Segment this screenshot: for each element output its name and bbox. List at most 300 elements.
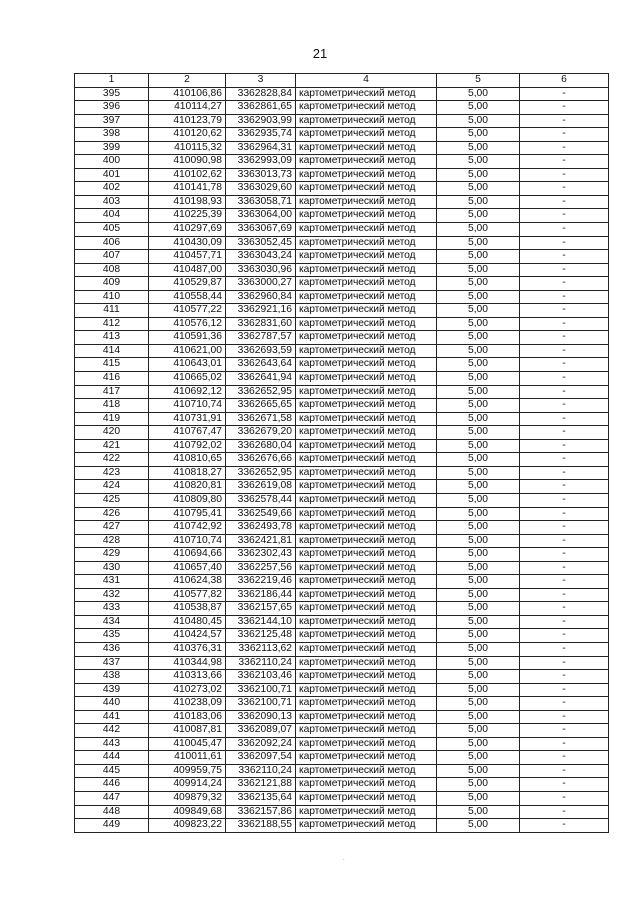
y-coordinate-cell: 3362157,86 [226, 805, 296, 819]
method-cell: картометрический метод [296, 493, 437, 507]
description-cell: - [520, 751, 609, 765]
x-coordinate-cell: 410591,36 [149, 331, 226, 345]
y-coordinate-cell: 3363030,96 [226, 263, 296, 277]
x-coordinate-cell: 410430,09 [149, 236, 226, 250]
point-number-cell: 407 [75, 250, 149, 264]
y-coordinate-cell: 3362113,62 [226, 642, 296, 656]
table-row [75, 615, 609, 629]
x-coordinate-cell: 410273,02 [149, 683, 226, 697]
point-number-cell: 423 [75, 466, 149, 480]
table-row [75, 710, 609, 724]
description-cell: - [520, 805, 609, 819]
x-coordinate-cell: 410087,81 [149, 724, 226, 738]
table-row [75, 155, 609, 169]
point-number-cell: 439 [75, 683, 149, 697]
table-row [75, 602, 609, 616]
method-cell: картометрический метод [296, 290, 437, 304]
method-cell: картометрический метод [296, 426, 437, 440]
accuracy-cell: 5,00 [437, 358, 520, 372]
x-coordinate-cell: 410621,00 [149, 344, 226, 358]
y-coordinate-cell: 3362421,81 [226, 534, 296, 548]
table-row [75, 737, 609, 751]
method-cell: картометрический метод [296, 304, 437, 318]
method-cell: картометрический метод [296, 791, 437, 805]
y-coordinate-cell: 3363000,27 [226, 277, 296, 291]
point-number-cell: 417 [75, 385, 149, 399]
table-row [75, 114, 609, 128]
accuracy-cell: 5,00 [437, 629, 520, 643]
description-cell: - [520, 724, 609, 738]
y-coordinate-cell: 3362676,66 [226, 453, 296, 467]
x-coordinate-cell: 410123,79 [149, 114, 226, 128]
x-coordinate-cell: 410577,82 [149, 588, 226, 602]
x-coordinate-cell: 410313,66 [149, 670, 226, 684]
method-cell: картометрический метод [296, 697, 437, 711]
table-row [75, 372, 609, 386]
accuracy-cell: 5,00 [437, 128, 520, 142]
accuracy-cell: 5,00 [437, 507, 520, 521]
description-cell: - [520, 561, 609, 575]
description-cell: - [520, 764, 609, 778]
point-number-cell: 408 [75, 263, 149, 277]
point-number-cell: 410 [75, 290, 149, 304]
column-header: 1 [75, 74, 149, 88]
description-cell: - [520, 128, 609, 142]
method-cell: картометрический метод [296, 195, 437, 209]
table-row [75, 507, 609, 521]
accuracy-cell: 5,00 [437, 710, 520, 724]
x-coordinate-cell: 410576,12 [149, 317, 226, 331]
point-number-cell: 415 [75, 358, 149, 372]
y-coordinate-cell: 3362097,54 [226, 751, 296, 765]
table-row [75, 575, 609, 589]
table-body [75, 74, 609, 833]
method-cell: картометрический метод [296, 182, 437, 196]
table-row [75, 480, 609, 494]
method-cell: картометрический метод [296, 439, 437, 453]
y-coordinate-cell: 3362680,04 [226, 439, 296, 453]
table-row [75, 751, 609, 765]
x-coordinate-cell: 410767,47 [149, 426, 226, 440]
accuracy-cell: 5,00 [437, 344, 520, 358]
accuracy-cell: 5,00 [437, 168, 520, 182]
method-cell: картометрический метод [296, 805, 437, 819]
table-row [75, 778, 609, 792]
accuracy-cell: 5,00 [437, 805, 520, 819]
accuracy-cell: 5,00 [437, 182, 520, 196]
accuracy-cell: 5,00 [437, 399, 520, 413]
y-coordinate-cell: 3362125,48 [226, 629, 296, 643]
accuracy-cell: 5,00 [437, 439, 520, 453]
y-coordinate-cell: 3362144,10 [226, 615, 296, 629]
method-cell: картометрический метод [296, 168, 437, 182]
x-coordinate-cell: 410114,27 [149, 101, 226, 115]
table-row [75, 101, 609, 115]
page-number: 21 [312, 46, 328, 61]
y-coordinate-cell: 3362619,08 [226, 480, 296, 494]
method-cell: картометрический метод [296, 385, 437, 399]
method-cell: картометрический метод [296, 331, 437, 345]
method-cell: картометрический метод [296, 87, 437, 101]
point-number-cell: 447 [75, 791, 149, 805]
coordinates-table [74, 73, 609, 833]
table-row [75, 805, 609, 819]
method-cell: картометрический метод [296, 683, 437, 697]
table-row [75, 344, 609, 358]
point-number-cell: 419 [75, 412, 149, 426]
x-coordinate-cell: 410045,47 [149, 737, 226, 751]
y-coordinate-cell: 3362921,16 [226, 304, 296, 318]
table-row [75, 263, 609, 277]
table-row [75, 168, 609, 182]
method-cell: картометрический метод [296, 642, 437, 656]
accuracy-cell: 5,00 [437, 751, 520, 765]
table-row [75, 697, 609, 711]
y-coordinate-cell: 3362135,64 [226, 791, 296, 805]
point-number-cell: 438 [75, 670, 149, 684]
accuracy-cell: 5,00 [437, 317, 520, 331]
description-cell: - [520, 521, 609, 535]
description-cell: - [520, 155, 609, 169]
method-cell: картометрический метод [296, 141, 437, 155]
accuracy-cell: 5,00 [437, 263, 520, 277]
method-cell: картометрический метод [296, 751, 437, 765]
page-footer-mark: . [343, 856, 345, 862]
method-cell: картометрический метод [296, 534, 437, 548]
point-number-cell: 404 [75, 209, 149, 223]
table-row [75, 236, 609, 250]
description-cell: - [520, 358, 609, 372]
description-cell: - [520, 195, 609, 209]
method-cell: картометрический метод [296, 588, 437, 602]
description-cell: - [520, 737, 609, 751]
table-row [75, 399, 609, 413]
accuracy-cell: 5,00 [437, 114, 520, 128]
x-coordinate-cell: 410183,06 [149, 710, 226, 724]
point-number-cell: 400 [75, 155, 149, 169]
table-row [75, 87, 609, 101]
x-coordinate-cell: 410011,61 [149, 751, 226, 765]
accuracy-cell: 5,00 [437, 656, 520, 670]
description-cell: - [520, 588, 609, 602]
table-row [75, 683, 609, 697]
x-coordinate-cell: 410120,62 [149, 128, 226, 142]
point-number-cell: 424 [75, 480, 149, 494]
accuracy-cell: 5,00 [437, 385, 520, 399]
y-coordinate-cell: 3362493,78 [226, 521, 296, 535]
point-number-cell: 444 [75, 751, 149, 765]
y-coordinate-cell: 3362089,07 [226, 724, 296, 738]
method-cell: картометрический метод [296, 317, 437, 331]
point-number-cell: 428 [75, 534, 149, 548]
table-row [75, 764, 609, 778]
description-cell: - [520, 385, 609, 399]
method-cell: картометрический метод [296, 358, 437, 372]
method-cell: картометрический метод [296, 263, 437, 277]
table-row [75, 412, 609, 426]
method-cell: картометрический метод [296, 656, 437, 670]
point-number-cell: 443 [75, 737, 149, 751]
description-cell: - [520, 778, 609, 792]
point-number-cell: 411 [75, 304, 149, 318]
method-cell: картометрический метод [296, 372, 437, 386]
accuracy-cell: 5,00 [437, 697, 520, 711]
point-number-cell: 441 [75, 710, 149, 724]
point-number-cell: 449 [75, 819, 149, 833]
method-cell: картометрический метод [296, 223, 437, 237]
description-cell: - [520, 317, 609, 331]
table-row [75, 385, 609, 399]
accuracy-cell: 5,00 [437, 602, 520, 616]
y-coordinate-cell: 3363052,45 [226, 236, 296, 250]
method-cell: картометрический метод [296, 764, 437, 778]
accuracy-cell: 5,00 [437, 195, 520, 209]
x-coordinate-cell: 410141,78 [149, 182, 226, 196]
x-coordinate-cell: 409823,22 [149, 819, 226, 833]
method-cell: картометрический метод [296, 412, 437, 426]
table-row [75, 195, 609, 209]
description-cell: - [520, 615, 609, 629]
accuracy-cell: 5,00 [437, 521, 520, 535]
accuracy-cell: 5,00 [437, 493, 520, 507]
point-number-cell: 399 [75, 141, 149, 155]
description-cell: - [520, 426, 609, 440]
table-row [75, 453, 609, 467]
point-number-cell: 437 [75, 656, 149, 670]
y-coordinate-cell: 3362578,44 [226, 493, 296, 507]
y-coordinate-cell: 3362828,84 [226, 87, 296, 101]
point-number-cell: 432 [75, 588, 149, 602]
y-coordinate-cell: 3362188,55 [226, 819, 296, 833]
y-coordinate-cell: 3362935,74 [226, 128, 296, 142]
table-row [75, 182, 609, 196]
point-number-cell: 440 [75, 697, 149, 711]
method-cell: картометрический метод [296, 344, 437, 358]
point-number-cell: 420 [75, 426, 149, 440]
method-cell: картометрический метод [296, 480, 437, 494]
accuracy-cell: 5,00 [437, 141, 520, 155]
accuracy-cell: 5,00 [437, 466, 520, 480]
y-coordinate-cell: 3363058,71 [226, 195, 296, 209]
accuracy-cell: 5,00 [437, 250, 520, 264]
accuracy-cell: 5,00 [437, 480, 520, 494]
table-row [75, 128, 609, 142]
x-coordinate-cell: 410297,69 [149, 223, 226, 237]
y-coordinate-cell: 3362861,65 [226, 101, 296, 115]
point-number-cell: 414 [75, 344, 149, 358]
point-number-cell: 436 [75, 642, 149, 656]
y-coordinate-cell: 3362100,71 [226, 683, 296, 697]
y-coordinate-cell: 3362993,09 [226, 155, 296, 169]
y-coordinate-cell: 3362186,44 [226, 588, 296, 602]
column-header: 2 [149, 74, 226, 88]
column-header: 5 [437, 74, 520, 88]
point-number-cell: 398 [75, 128, 149, 142]
point-number-cell: 430 [75, 561, 149, 575]
x-coordinate-cell: 410810,65 [149, 453, 226, 467]
accuracy-cell: 5,00 [437, 426, 520, 440]
x-coordinate-cell: 410665,02 [149, 372, 226, 386]
table-row [75, 819, 609, 833]
point-number-cell: 405 [75, 223, 149, 237]
x-coordinate-cell: 410115,32 [149, 141, 226, 155]
table-row [75, 277, 609, 291]
description-cell: - [520, 453, 609, 467]
description-cell: - [520, 290, 609, 304]
point-number-cell: 418 [75, 399, 149, 413]
x-coordinate-cell: 410487,00 [149, 263, 226, 277]
table-row [75, 317, 609, 331]
description-cell: - [520, 534, 609, 548]
description-cell: - [520, 642, 609, 656]
description-cell: - [520, 331, 609, 345]
y-coordinate-cell: 3362121,88 [226, 778, 296, 792]
x-coordinate-cell: 409914,24 [149, 778, 226, 792]
accuracy-cell: 5,00 [437, 372, 520, 386]
x-coordinate-cell: 410558,44 [149, 290, 226, 304]
description-cell: - [520, 304, 609, 318]
table-row [75, 466, 609, 480]
method-cell: картометрический метод [296, 548, 437, 562]
table-row [75, 439, 609, 453]
point-number-cell: 446 [75, 778, 149, 792]
point-number-cell: 431 [75, 575, 149, 589]
description-cell: - [520, 141, 609, 155]
description-cell: - [520, 412, 609, 426]
table-row [75, 223, 609, 237]
point-number-cell: 422 [75, 453, 149, 467]
description-cell: - [520, 670, 609, 684]
description-cell: - [520, 493, 609, 507]
y-coordinate-cell: 3362671,58 [226, 412, 296, 426]
point-number-cell: 403 [75, 195, 149, 209]
x-coordinate-cell: 410480,45 [149, 615, 226, 629]
y-coordinate-cell: 3362257,56 [226, 561, 296, 575]
method-cell: картометрический метод [296, 277, 437, 291]
description-cell: - [520, 168, 609, 182]
method-cell: картометрический метод [296, 710, 437, 724]
y-coordinate-cell: 3363043,24 [226, 250, 296, 264]
description-cell: - [520, 344, 609, 358]
method-cell: картометрический метод [296, 453, 437, 467]
x-coordinate-cell: 410710,74 [149, 534, 226, 548]
point-number-cell: 425 [75, 493, 149, 507]
point-number-cell: 435 [75, 629, 149, 643]
point-number-cell: 427 [75, 521, 149, 535]
y-coordinate-cell: 3362100,71 [226, 697, 296, 711]
accuracy-cell: 5,00 [437, 588, 520, 602]
y-coordinate-cell: 3363064,00 [226, 209, 296, 223]
table-row [75, 561, 609, 575]
table-row [75, 791, 609, 805]
method-cell: картометрический метод [296, 236, 437, 250]
method-cell: картометрический метод [296, 615, 437, 629]
description-cell: - [520, 548, 609, 562]
description-cell: - [520, 683, 609, 697]
description-cell: - [520, 223, 609, 237]
table-row [75, 521, 609, 535]
table-row [75, 588, 609, 602]
point-number-cell: 401 [75, 168, 149, 182]
y-coordinate-cell: 3362652,95 [226, 385, 296, 399]
point-number-cell: 434 [75, 615, 149, 629]
x-coordinate-cell: 410538,87 [149, 602, 226, 616]
accuracy-cell: 5,00 [437, 290, 520, 304]
accuracy-cell: 5,00 [437, 155, 520, 169]
y-coordinate-cell: 3362110,24 [226, 656, 296, 670]
method-cell: картометрический метод [296, 737, 437, 751]
column-header: 3 [226, 74, 296, 88]
x-coordinate-cell: 410238,09 [149, 697, 226, 711]
y-coordinate-cell: 3362157,65 [226, 602, 296, 616]
x-coordinate-cell: 409849,68 [149, 805, 226, 819]
description-cell: - [520, 439, 609, 453]
accuracy-cell: 5,00 [437, 778, 520, 792]
description-cell: - [520, 507, 609, 521]
description-cell: - [520, 87, 609, 101]
point-number-cell: 406 [75, 236, 149, 250]
column-header: 4 [296, 74, 437, 88]
accuracy-cell: 5,00 [437, 724, 520, 738]
method-cell: картометрический метод [296, 507, 437, 521]
x-coordinate-cell: 410577,22 [149, 304, 226, 318]
method-cell: картометрический метод [296, 114, 437, 128]
table-row [75, 141, 609, 155]
table-row [75, 629, 609, 643]
table-row [75, 358, 609, 372]
table-row [75, 724, 609, 738]
x-coordinate-cell: 410643,01 [149, 358, 226, 372]
x-coordinate-cell: 410809,80 [149, 493, 226, 507]
method-cell: картометрический метод [296, 399, 437, 413]
x-coordinate-cell: 410424,57 [149, 629, 226, 643]
y-coordinate-cell: 3362110,24 [226, 764, 296, 778]
method-cell: картометрический метод [296, 466, 437, 480]
y-coordinate-cell: 3362302,43 [226, 548, 296, 562]
point-number-cell: 413 [75, 331, 149, 345]
table-row [75, 670, 609, 684]
method-cell: картометрический метод [296, 155, 437, 169]
x-coordinate-cell: 410731,91 [149, 412, 226, 426]
y-coordinate-cell: 3362831,60 [226, 317, 296, 331]
accuracy-cell: 5,00 [437, 331, 520, 345]
x-coordinate-cell: 410818,27 [149, 466, 226, 480]
y-coordinate-cell: 3362964,31 [226, 141, 296, 155]
accuracy-cell: 5,00 [437, 819, 520, 833]
accuracy-cell: 5,00 [437, 223, 520, 237]
x-coordinate-cell: 410090,98 [149, 155, 226, 169]
x-coordinate-cell: 410820,81 [149, 480, 226, 494]
x-coordinate-cell: 410657,40 [149, 561, 226, 575]
x-coordinate-cell: 410198,93 [149, 195, 226, 209]
accuracy-cell: 5,00 [437, 575, 520, 589]
method-cell: картометрический метод [296, 101, 437, 115]
table-row [75, 304, 609, 318]
x-coordinate-cell: 410710,74 [149, 399, 226, 413]
x-coordinate-cell: 410692,12 [149, 385, 226, 399]
accuracy-cell: 5,00 [437, 87, 520, 101]
column-header: 6 [520, 74, 609, 88]
accuracy-cell: 5,00 [437, 615, 520, 629]
table-row [75, 426, 609, 440]
y-coordinate-cell: 3362665,65 [226, 399, 296, 413]
point-number-cell: 402 [75, 182, 149, 196]
method-cell: картометрический метод [296, 670, 437, 684]
point-number-cell: 412 [75, 317, 149, 331]
description-cell: - [520, 101, 609, 115]
table-row [75, 250, 609, 264]
description-cell: - [520, 277, 609, 291]
